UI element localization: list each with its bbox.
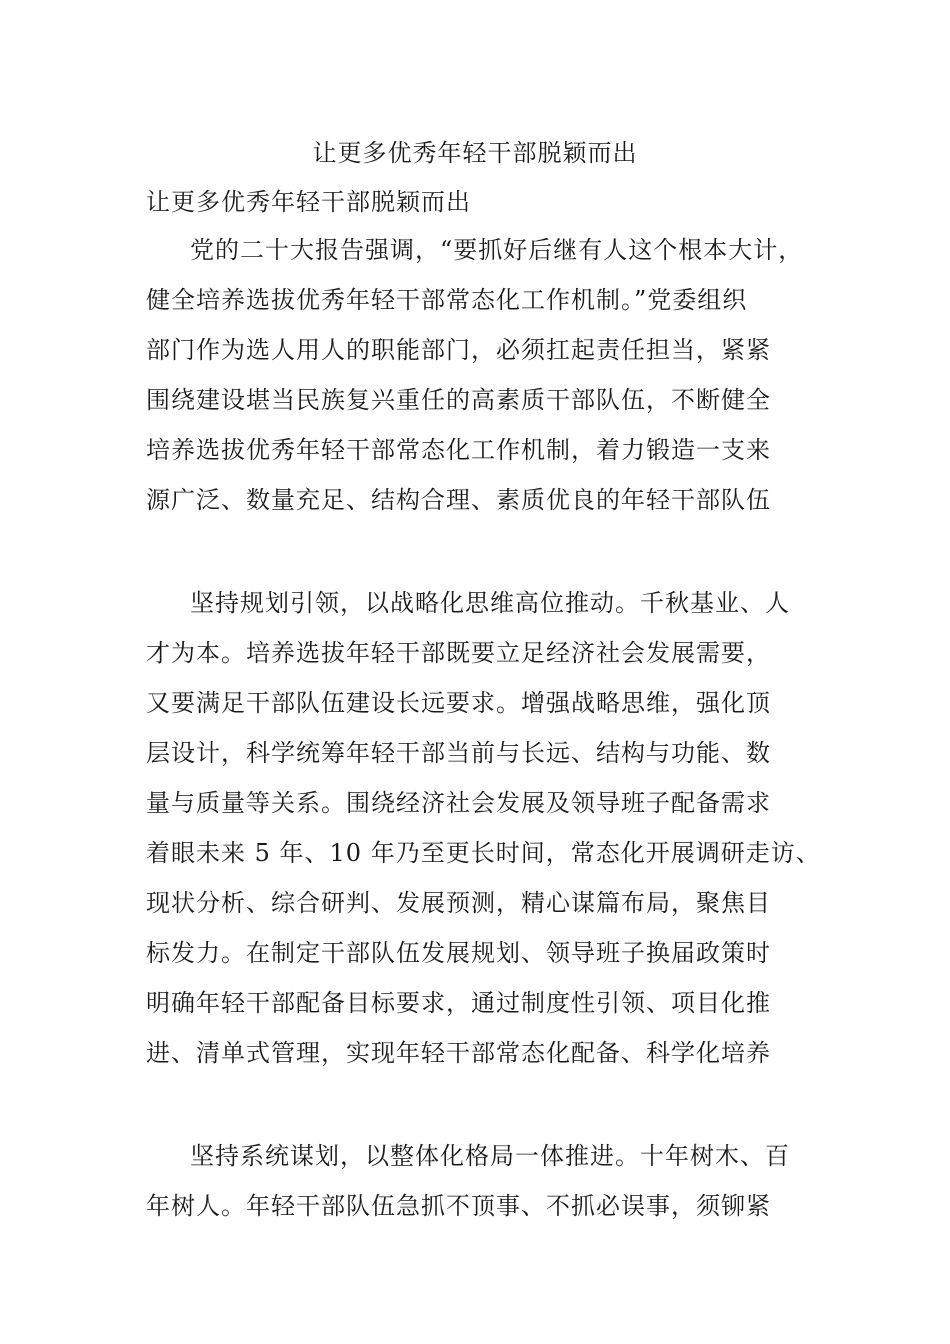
paragraph-3 xyxy=(146,1131,826,1231)
paragraph-spacer xyxy=(146,525,826,578)
text-line: 坚持规划引领，以战略化思维高位推动。千秋基业、人 xyxy=(190,589,790,617)
text-line: 坚持系统谋划，以整体化格局一体推进。十年树木、百 xyxy=(190,1142,790,1170)
text-line: 明确年轻干部配备目标要求，通过制度性引领、项目化推 xyxy=(146,989,771,1017)
text-line: 部门作为选人用人的职能部门，必须扛起责任担当，紧紧 xyxy=(146,336,771,364)
text-line: 着眼未来 5 年、10 年乃至更长时间，常态化开展调研走访、 xyxy=(146,839,821,867)
document-body xyxy=(146,185,826,1231)
paragraph-spacer xyxy=(146,1078,826,1131)
text-line: 又要满足干部队伍建设长远要求。增强战略思维，强化顶 xyxy=(146,689,771,717)
text-line: 年树人。年轻干部队伍急抓不顶事、不抓必误事，须铆紧 xyxy=(146,1192,771,1220)
paragraph-2 xyxy=(146,578,826,1078)
text-line: 才为本。培养选拔年轻干部既要立足经济社会发展需要， xyxy=(146,639,771,667)
text-line: 健全培养选拔优秀年轻干部常态化工作机制。”党委组织 xyxy=(146,286,748,314)
paragraph-1 xyxy=(146,225,826,525)
text-line: 现状分析、综合研判、发展预测，精心谋篇布局，聚焦目 xyxy=(146,889,771,917)
text-line: 量与质量等关系。围绕经济社会发展及领导班子配备需求 xyxy=(146,789,771,817)
text-line: 标发力。在制定干部队伍发展规划、领导班子换届政策时 xyxy=(146,939,771,967)
text-line: 围绕建设堪当民族复兴重任的高素质干部队伍，不断健全 xyxy=(146,386,771,414)
text-line: 层设计，科学统筹年轻干部当前与长远、结构与功能、数 xyxy=(146,739,771,767)
text-line: 进、清单式管理，实现年轻干部常态化配备、科学化培养 xyxy=(146,1039,771,1067)
document-subtitle: 让更多优秀年轻干部脱颖而出 xyxy=(146,188,471,216)
text-line: 党的二十大报告强调，“要抓好后继有人这个根本大计， xyxy=(190,236,804,264)
document-title: 让更多优秀年轻干部脱颖而出 xyxy=(312,139,638,167)
text-line: 源广泛、数量充足、结构合理、素质优良的年轻干部队伍 xyxy=(146,486,771,514)
text-line: 培养选拔优秀年轻干部常态化工作机制，着力锻造一支来 xyxy=(146,436,771,464)
